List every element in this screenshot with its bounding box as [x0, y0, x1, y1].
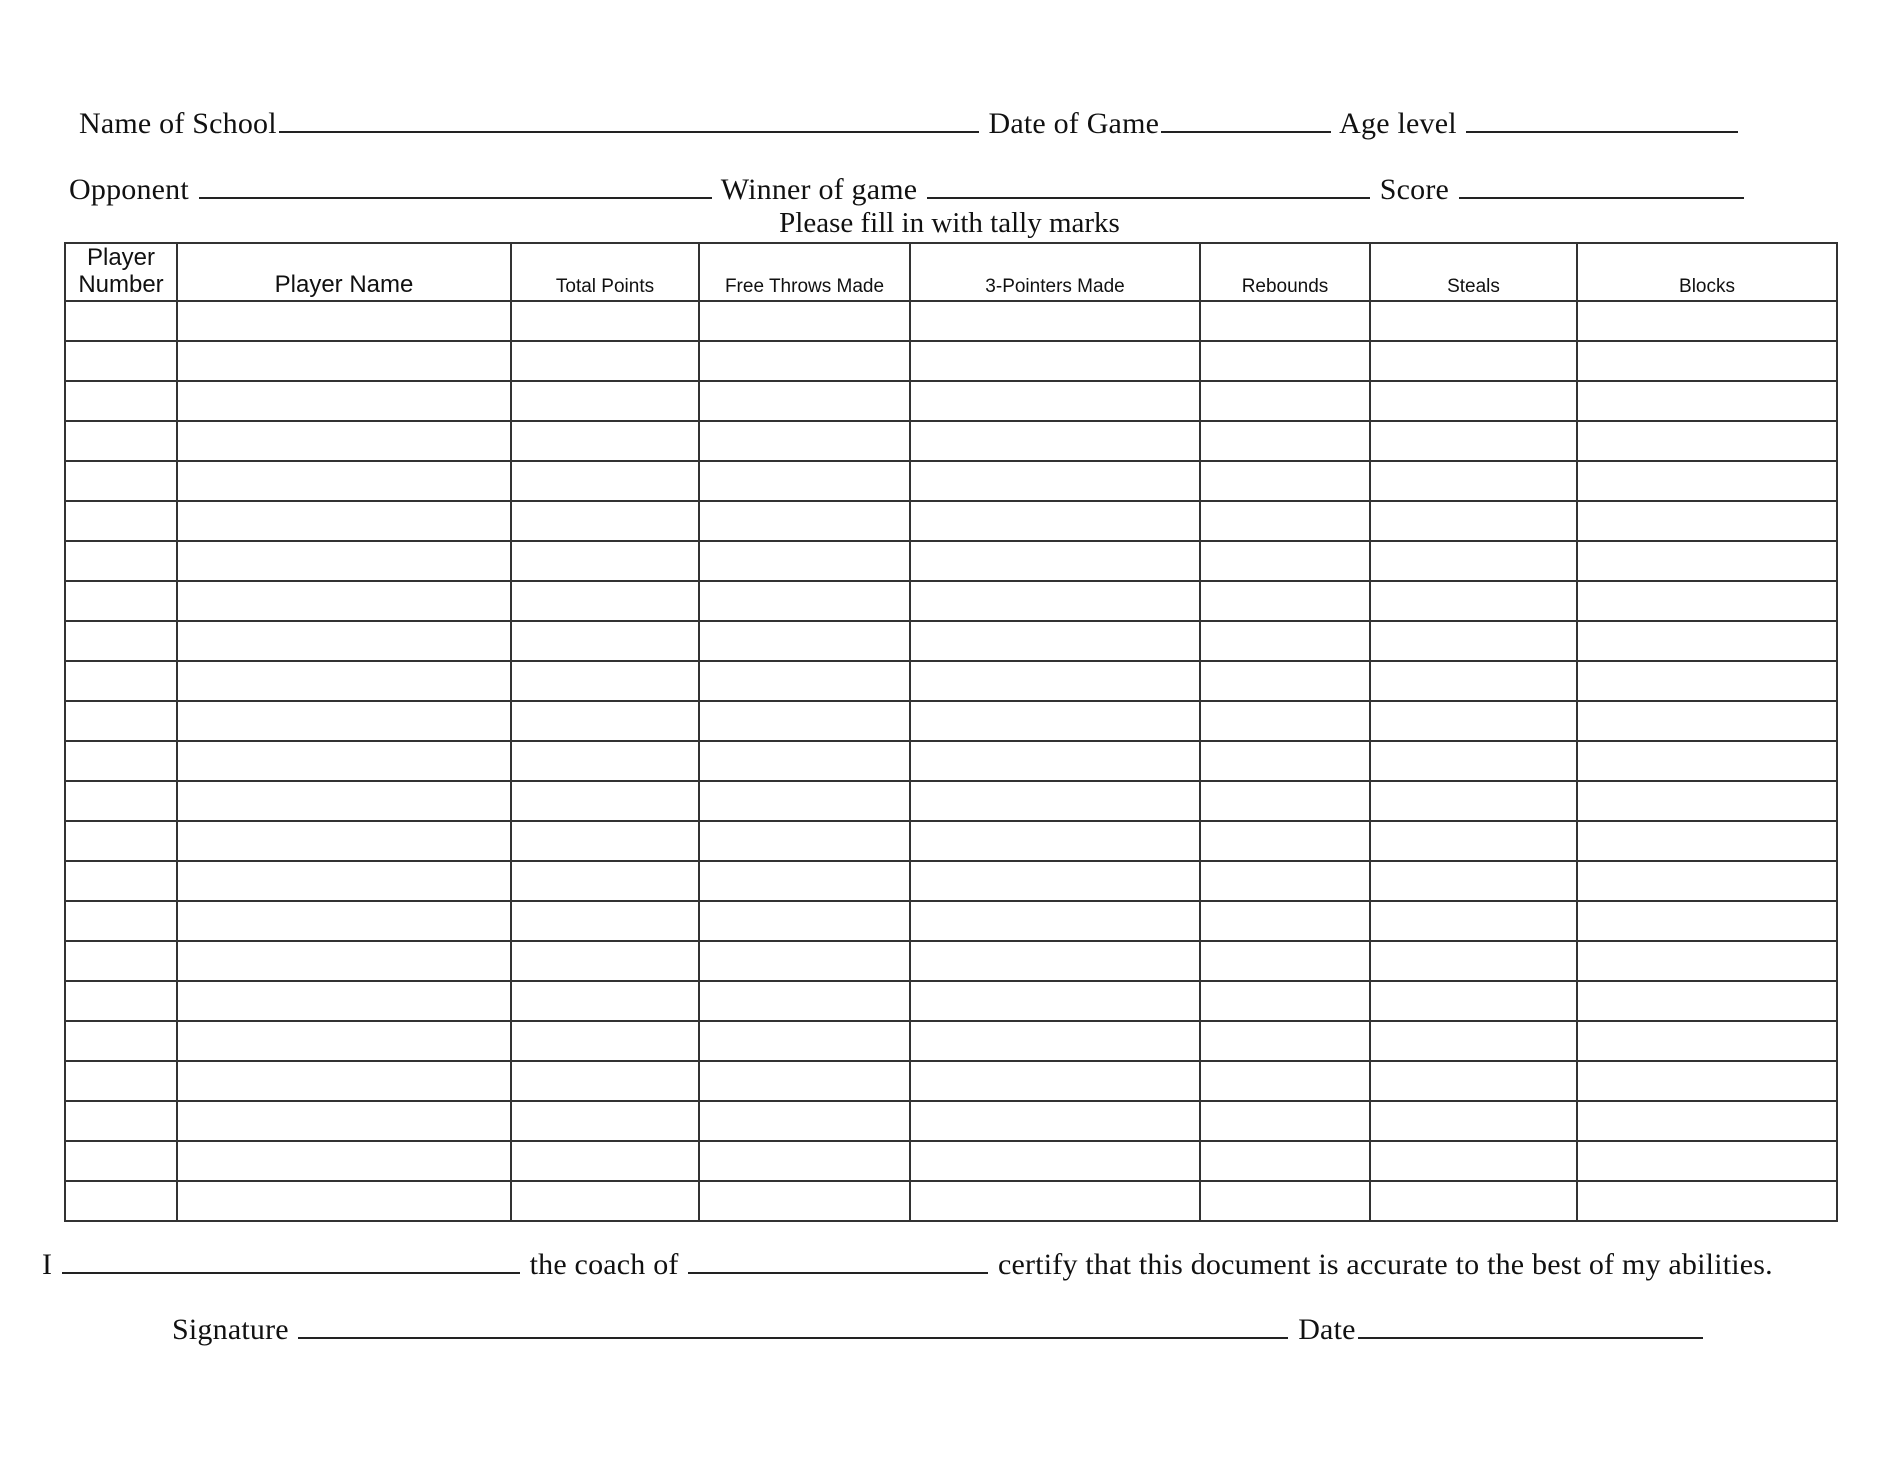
- table-row: [65, 381, 1837, 421]
- table-cell[interactable]: [511, 541, 699, 581]
- table-cell[interactable]: [511, 861, 699, 901]
- table-cell[interactable]: [1577, 301, 1837, 341]
- table-cell[interactable]: [177, 341, 511, 381]
- table-row: [65, 461, 1837, 501]
- table-cell[interactable]: [1200, 661, 1370, 701]
- table-cell[interactable]: [1370, 1061, 1577, 1101]
- table-cell[interactable]: [1200, 981, 1370, 1021]
- table-cell[interactable]: [65, 341, 177, 381]
- school-blank[interactable]: [279, 109, 979, 133]
- table-cell[interactable]: [910, 701, 1200, 741]
- table-cell[interactable]: [699, 661, 910, 701]
- table-cell[interactable]: [910, 1101, 1200, 1141]
- table-cell[interactable]: [65, 1141, 177, 1181]
- table-cell[interactable]: [699, 1061, 910, 1101]
- table-cell[interactable]: [699, 581, 910, 621]
- table-cell[interactable]: [1200, 581, 1370, 621]
- table-cell[interactable]: [910, 621, 1200, 661]
- winner-blank[interactable]: [927, 175, 1370, 199]
- table-cell[interactable]: [65, 941, 177, 981]
- table-cell[interactable]: [1200, 1061, 1370, 1101]
- table-cell[interactable]: [65, 541, 177, 581]
- table-cell[interactable]: [910, 421, 1200, 461]
- certify-text: certify that this document is accurate to the best of my abilities.: [998, 1248, 1773, 1281]
- table-cell[interactable]: [511, 901, 699, 941]
- table-cell[interactable]: [511, 501, 699, 541]
- table-cell[interactable]: [699, 621, 910, 661]
- table-cell[interactable]: [1577, 741, 1837, 781]
- table-cell[interactable]: [65, 581, 177, 621]
- table-cell[interactable]: [910, 661, 1200, 701]
- table-cell[interactable]: [1200, 1101, 1370, 1141]
- table-cell[interactable]: [910, 1061, 1200, 1101]
- table-cell[interactable]: [1200, 741, 1370, 781]
- table-row: [65, 341, 1837, 381]
- col-steals: Steals: [1370, 243, 1577, 301]
- table-cell[interactable]: [699, 821, 910, 861]
- table-cell[interactable]: [65, 1181, 177, 1221]
- table-cell[interactable]: [1370, 461, 1577, 501]
- table-cell[interactable]: [511, 1061, 699, 1101]
- tally-instruction: Please fill in with tally marks: [779, 207, 1120, 239]
- table-row: [65, 821, 1837, 861]
- table-cell[interactable]: [699, 941, 910, 981]
- table-cell[interactable]: [177, 861, 511, 901]
- table-cell[interactable]: [1200, 701, 1370, 741]
- table-cell[interactable]: [177, 421, 511, 461]
- table-cell[interactable]: [177, 781, 511, 821]
- table-cell[interactable]: [1577, 1181, 1837, 1221]
- table-cell[interactable]: [511, 1181, 699, 1221]
- table-cell[interactable]: [177, 541, 511, 581]
- table-cell[interactable]: [1370, 861, 1577, 901]
- signature-label: Signature: [172, 1313, 289, 1346]
- table-cell[interactable]: [177, 581, 511, 621]
- table-cell[interactable]: [1370, 381, 1577, 421]
- table-cell[interactable]: [1577, 861, 1837, 901]
- table-cell[interactable]: [1370, 541, 1577, 581]
- table-cell[interactable]: [910, 461, 1200, 501]
- table-cell[interactable]: [699, 981, 910, 1021]
- table-cell[interactable]: [65, 501, 177, 541]
- table-cell[interactable]: [1370, 741, 1577, 781]
- table-cell[interactable]: [65, 621, 177, 661]
- date-of-game-label: Date of Game: [988, 107, 1160, 140]
- table-row: [65, 1141, 1837, 1181]
- table-cell[interactable]: [910, 581, 1200, 621]
- table-cell[interactable]: [1370, 501, 1577, 541]
- table-cell[interactable]: [1577, 1061, 1837, 1101]
- signature-line: [172, 1313, 1705, 1347]
- table-cell[interactable]: [910, 901, 1200, 941]
- stats-table: [64, 242, 1838, 1222]
- table-cell[interactable]: [177, 621, 511, 661]
- table-cell[interactable]: [1200, 541, 1370, 581]
- table-cell[interactable]: [699, 1021, 910, 1061]
- table-cell[interactable]: [177, 381, 511, 421]
- table-cell[interactable]: [910, 541, 1200, 581]
- table-cell[interactable]: [1200, 901, 1370, 941]
- table-cell[interactable]: [177, 1021, 511, 1061]
- table-cell[interactable]: [511, 621, 699, 661]
- table-cell[interactable]: [65, 981, 177, 1021]
- table-cell[interactable]: [1370, 421, 1577, 461]
- col-rebounds: Rebounds: [1200, 243, 1370, 301]
- table-cell[interactable]: [1370, 1141, 1577, 1181]
- table-cell[interactable]: [910, 1141, 1200, 1181]
- table-cell[interactable]: [1577, 501, 1837, 541]
- stats-table-body: [65, 301, 1837, 1221]
- table-cell[interactable]: [699, 501, 910, 541]
- table-cell[interactable]: [910, 1181, 1200, 1221]
- table-cell[interactable]: [511, 421, 699, 461]
- table-cell[interactable]: [699, 461, 910, 501]
- col-total-points: Total Points: [511, 243, 699, 301]
- table-cell[interactable]: [1577, 661, 1837, 701]
- table-cell[interactable]: [699, 781, 910, 821]
- certification-line: [42, 1248, 1773, 1282]
- table-cell[interactable]: [1200, 1141, 1370, 1181]
- table-cell[interactable]: [1200, 341, 1370, 381]
- table-row: [65, 661, 1837, 701]
- coach-name-blank[interactable]: [62, 1250, 520, 1274]
- table-cell[interactable]: [1577, 421, 1837, 461]
- table-row: [65, 581, 1837, 621]
- team-name-blank[interactable]: [688, 1250, 988, 1274]
- table-cell[interactable]: [511, 381, 699, 421]
- opponent-info-line: [69, 173, 1746, 207]
- table-cell[interactable]: [699, 701, 910, 741]
- table-cell[interactable]: [699, 1101, 910, 1141]
- table-cell[interactable]: [511, 301, 699, 341]
- school-label: Name of School: [79, 107, 277, 140]
- table-cell[interactable]: [910, 301, 1200, 341]
- col-player-number: Player Number: [65, 243, 177, 301]
- table-cell[interactable]: [511, 941, 699, 981]
- table-row: [65, 1101, 1837, 1141]
- table-row: [65, 301, 1837, 341]
- table-cell[interactable]: [1370, 1181, 1577, 1221]
- table-cell[interactable]: [177, 301, 511, 341]
- table-cell[interactable]: [511, 1141, 699, 1181]
- table-cell[interactable]: [910, 981, 1200, 1021]
- table-cell[interactable]: [910, 501, 1200, 541]
- col-free-throws-made: Free Throws Made: [699, 243, 910, 301]
- table-cell[interactable]: [1370, 981, 1577, 1021]
- winner-label: Winner of game: [720, 173, 918, 206]
- col-3-pointers-made: 3-Pointers Made: [910, 243, 1200, 301]
- table-cell[interactable]: [1577, 581, 1837, 621]
- table-cell[interactable]: [177, 981, 511, 1021]
- table-cell[interactable]: [1370, 341, 1577, 381]
- table-row: [65, 1021, 1837, 1061]
- table-cell[interactable]: [1370, 661, 1577, 701]
- table-cell[interactable]: [910, 741, 1200, 781]
- table-cell[interactable]: [511, 1101, 699, 1141]
- table-cell[interactable]: [1200, 1021, 1370, 1061]
- table-cell[interactable]: [1200, 621, 1370, 661]
- table-cell[interactable]: [177, 501, 511, 541]
- table-cell[interactable]: [1370, 821, 1577, 861]
- table-row: [65, 701, 1837, 741]
- table-cell[interactable]: [1577, 341, 1837, 381]
- table-cell[interactable]: [1200, 861, 1370, 901]
- table-row: [65, 781, 1837, 821]
- date-of-game-blank[interactable]: [1161, 109, 1331, 133]
- table-cell[interactable]: [177, 461, 511, 501]
- table-cell[interactable]: [1200, 301, 1370, 341]
- table-cell[interactable]: [65, 861, 177, 901]
- age-level-blank[interactable]: [1466, 109, 1738, 133]
- opponent-blank[interactable]: [199, 175, 712, 199]
- table-cell[interactable]: [1577, 621, 1837, 661]
- table-cell[interactable]: [1370, 901, 1577, 941]
- table-cell[interactable]: [1370, 621, 1577, 661]
- table-cell[interactable]: [177, 661, 511, 701]
- table-cell[interactable]: [1200, 941, 1370, 981]
- signature-blank[interactable]: [298, 1315, 1288, 1339]
- table-cell[interactable]: [65, 421, 177, 461]
- table-cell[interactable]: [177, 1101, 511, 1141]
- col-blocks: Blocks: [1577, 243, 1837, 301]
- table-row: [65, 981, 1837, 1021]
- table-cell[interactable]: [65, 1061, 177, 1101]
- table-cell[interactable]: [511, 741, 699, 781]
- table-cell[interactable]: [699, 341, 910, 381]
- table-cell[interactable]: [65, 461, 177, 501]
- table-cell[interactable]: [1370, 781, 1577, 821]
- table-cell[interactable]: [1200, 1181, 1370, 1221]
- table-cell[interactable]: [1577, 781, 1837, 821]
- table-cell[interactable]: [1370, 581, 1577, 621]
- table-cell[interactable]: [910, 941, 1200, 981]
- table-cell[interactable]: [65, 701, 177, 741]
- table-cell[interactable]: [1577, 461, 1837, 501]
- table-cell[interactable]: [699, 301, 910, 341]
- table-row: [65, 1181, 1837, 1221]
- table-cell[interactable]: [65, 781, 177, 821]
- table-cell[interactable]: [1370, 301, 1577, 341]
- table-cell[interactable]: [1200, 421, 1370, 461]
- table-cell[interactable]: [1577, 541, 1837, 581]
- table-cell[interactable]: [1200, 501, 1370, 541]
- table-cell[interactable]: [65, 1021, 177, 1061]
- table-row: [65, 741, 1837, 781]
- table-cell[interactable]: [699, 741, 910, 781]
- table-cell[interactable]: [177, 901, 511, 941]
- table-cell[interactable]: [699, 1141, 910, 1181]
- table-row: [65, 501, 1837, 541]
- table-cell[interactable]: [511, 821, 699, 861]
- table-cell[interactable]: [1577, 381, 1837, 421]
- table-row: [65, 421, 1837, 461]
- table-cell[interactable]: [699, 541, 910, 581]
- table-cell[interactable]: [699, 861, 910, 901]
- table-cell[interactable]: [1577, 981, 1837, 1021]
- table-cell[interactable]: [699, 901, 910, 941]
- table-cell[interactable]: [699, 421, 910, 461]
- table-cell[interactable]: [1577, 901, 1837, 941]
- table-cell[interactable]: [910, 381, 1200, 421]
- table-cell[interactable]: [910, 861, 1200, 901]
- table-cell[interactable]: [910, 821, 1200, 861]
- table-cell[interactable]: [177, 941, 511, 981]
- coach-of-label: the coach of: [529, 1248, 679, 1281]
- table-cell[interactable]: [65, 661, 177, 701]
- table-cell[interactable]: [65, 381, 177, 421]
- table-cell[interactable]: [65, 1101, 177, 1141]
- table-cell[interactable]: [1577, 701, 1837, 741]
- table-cell[interactable]: [177, 1141, 511, 1181]
- table-cell[interactable]: [1370, 701, 1577, 741]
- opponent-label: Opponent: [69, 173, 189, 206]
- table-cell[interactable]: [910, 781, 1200, 821]
- table-cell[interactable]: [177, 701, 511, 741]
- table-row: [65, 541, 1837, 581]
- table-cell[interactable]: [511, 581, 699, 621]
- table-cell[interactable]: [65, 821, 177, 861]
- table-cell[interactable]: [65, 741, 177, 781]
- table-cell[interactable]: [511, 341, 699, 381]
- table-cell[interactable]: [177, 821, 511, 861]
- table-row: [65, 1061, 1837, 1101]
- table-cell[interactable]: [1577, 1021, 1837, 1061]
- table-cell[interactable]: [1370, 1021, 1577, 1061]
- table-cell[interactable]: [65, 301, 177, 341]
- table-cell[interactable]: [511, 661, 699, 701]
- table-cell[interactable]: [511, 1021, 699, 1061]
- i-label: I: [42, 1248, 53, 1281]
- table-cell[interactable]: [1200, 821, 1370, 861]
- table-cell[interactable]: [177, 1181, 511, 1221]
- signature-date-blank[interactable]: [1358, 1315, 1703, 1339]
- table-cell[interactable]: [1200, 781, 1370, 821]
- signature-date-label: Date: [1298, 1313, 1356, 1346]
- table-cell[interactable]: [511, 701, 699, 741]
- table-cell[interactable]: [1200, 461, 1370, 501]
- col-player-name: Player Name: [177, 243, 511, 301]
- table-cell[interactable]: [511, 981, 699, 1021]
- age-level-label: Age level: [1339, 107, 1457, 140]
- table-cell[interactable]: [1577, 1141, 1837, 1181]
- table-cell[interactable]: [699, 381, 910, 421]
- table-cell[interactable]: [177, 741, 511, 781]
- table-cell[interactable]: [910, 341, 1200, 381]
- table-row: [65, 941, 1837, 981]
- header-row: [65, 243, 1837, 301]
- table-row: [65, 861, 1837, 901]
- table-cell[interactable]: [511, 781, 699, 821]
- table-cell[interactable]: [177, 1061, 511, 1101]
- table-row: [65, 901, 1837, 941]
- table-cell[interactable]: [1577, 941, 1837, 981]
- score-label: Score: [1379, 173, 1450, 206]
- table-cell[interactable]: [65, 901, 177, 941]
- table-cell[interactable]: [699, 1181, 910, 1221]
- table-cell[interactable]: [1577, 1101, 1837, 1141]
- table-cell[interactable]: [1577, 821, 1837, 861]
- table-cell[interactable]: [1370, 1101, 1577, 1141]
- table-cell[interactable]: [910, 1021, 1200, 1061]
- table-cell[interactable]: [1370, 941, 1577, 981]
- school-info-line: [79, 107, 1740, 141]
- score-blank[interactable]: [1459, 175, 1744, 199]
- table-cell[interactable]: [1200, 381, 1370, 421]
- table-cell[interactable]: [511, 461, 699, 501]
- table-row: [65, 621, 1837, 661]
